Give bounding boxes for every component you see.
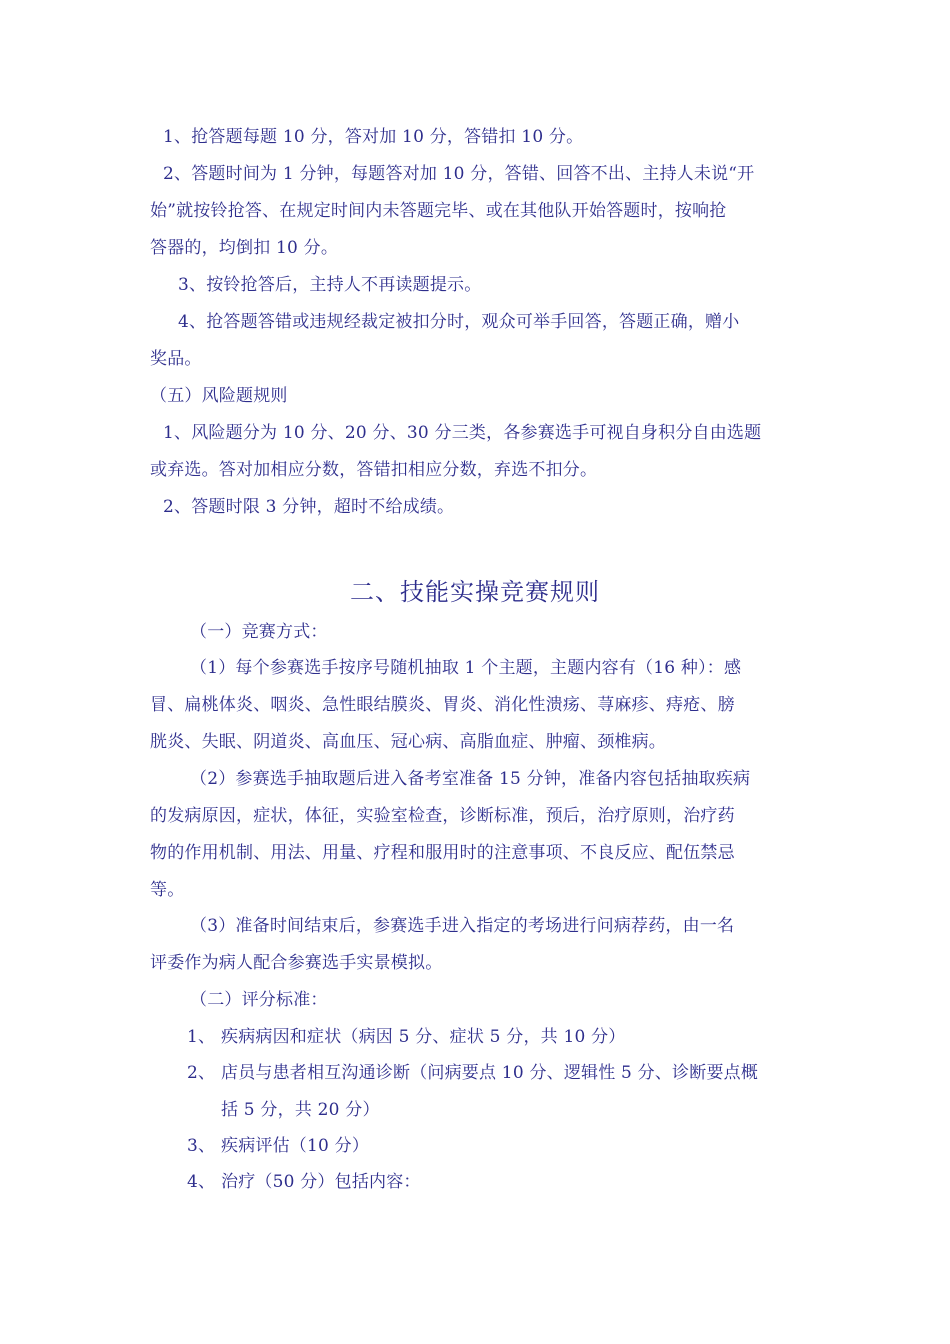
list-item-text: 治疗（50 分）包括内容： xyxy=(221,1172,421,1192)
paragraph-line: 的发病原因，症状，体征，实验室检查，诊断标准，预后，治疗原则，治疗药 xyxy=(150,806,735,826)
section-title: （五）风险题规则 xyxy=(150,386,288,406)
list-item xyxy=(187,1170,421,1194)
page-heading: 二、技能实操竞赛规则 xyxy=(350,578,600,606)
list-item xyxy=(187,1098,380,1122)
section-title: （一）竞赛方式： xyxy=(190,622,328,642)
rule-line: 3、按铃抢答后，主持人不再读题提示。 xyxy=(178,275,482,295)
list-item xyxy=(187,1134,369,1158)
rule-line: 1、抢答题每题 10 分，答对加 10 分，答错扣 10 分。 xyxy=(163,127,584,147)
paragraph-line: （3）准备时间结束后，参赛选手进入指定的考场进行问病荐药，由一名 xyxy=(190,916,735,936)
list-item-number: 3、 xyxy=(187,1136,216,1156)
rule-line: 答器的，均倒扣 10 分。 xyxy=(150,238,339,258)
rule-line: 奖品。 xyxy=(150,349,202,369)
paragraph-line: 物的作用机制、用法、用量、疗程和服用时的注意事项、不良反应、配伍禁忌 xyxy=(150,843,735,863)
rule-line: 2、答题时间为 1 分钟，每题答对加 10 分，答错、回答不出、主持人未说“开 xyxy=(163,164,755,184)
rule-line: 2、答题时限 3 分钟，超时不给成绩。 xyxy=(163,497,455,517)
paragraph-line: 冒、扁桃体炎、咽炎、急性眼结膜炎、胃炎、消化性溃疡、荨麻疹、痔疮、膀 xyxy=(150,695,735,715)
list-item xyxy=(187,1025,626,1049)
list-item-text: 疾病评估（10 分） xyxy=(221,1136,370,1156)
list-item-number: 1、 xyxy=(187,1027,216,1047)
paragraph-line: 等。 xyxy=(150,880,185,900)
list-item-text: 括 5 分，共 20 分） xyxy=(221,1100,380,1120)
list-item-number: 4、 xyxy=(187,1172,216,1192)
paragraph-line: （1）每个参赛选手按序号随机抽取 1 个主题，主题内容有（16 种）：感 xyxy=(190,658,742,678)
list-item-number: 2、 xyxy=(187,1063,216,1083)
list-item-text: 疾病病因和症状（病因 5 分、症状 5 分，共 10 分） xyxy=(221,1027,626,1047)
rule-line: 始”就按铃抢答、在规定时间内未答题完毕、或在其他队开始答题时，按响抢 xyxy=(150,201,727,221)
paragraph-line: 评委作为病人配合参赛选手实景模拟。 xyxy=(150,953,443,973)
rule-line: 4、抢答题答错或违规经裁定被扣分时，观众可举手回答，答题正确，赠小 xyxy=(178,312,740,332)
rule-line: 或弃选。答对加相应分数，答错扣相应分数，弃选不扣分。 xyxy=(150,460,598,480)
paragraph-line: （2）参赛选手抽取题后进入备考室准备 15 分钟，准备内容包括抽取疾病 xyxy=(190,769,751,789)
rule-line: 1、风险题分为 10 分、20 分、30 分三类，各参赛选手可视自身积分自由选题 xyxy=(163,423,762,443)
list-item xyxy=(187,1061,758,1085)
paragraph-line: 胱炎、失眠、阴道炎、高血压、冠心病、高脂血症、肿瘤、颈椎病。 xyxy=(150,732,666,752)
section-title: （二）评分标准： xyxy=(190,990,328,1010)
list-item-text: 店员与患者相互沟通诊断（问病要点 10 分、逻辑性 5 分、诊断要点概 xyxy=(221,1063,759,1083)
